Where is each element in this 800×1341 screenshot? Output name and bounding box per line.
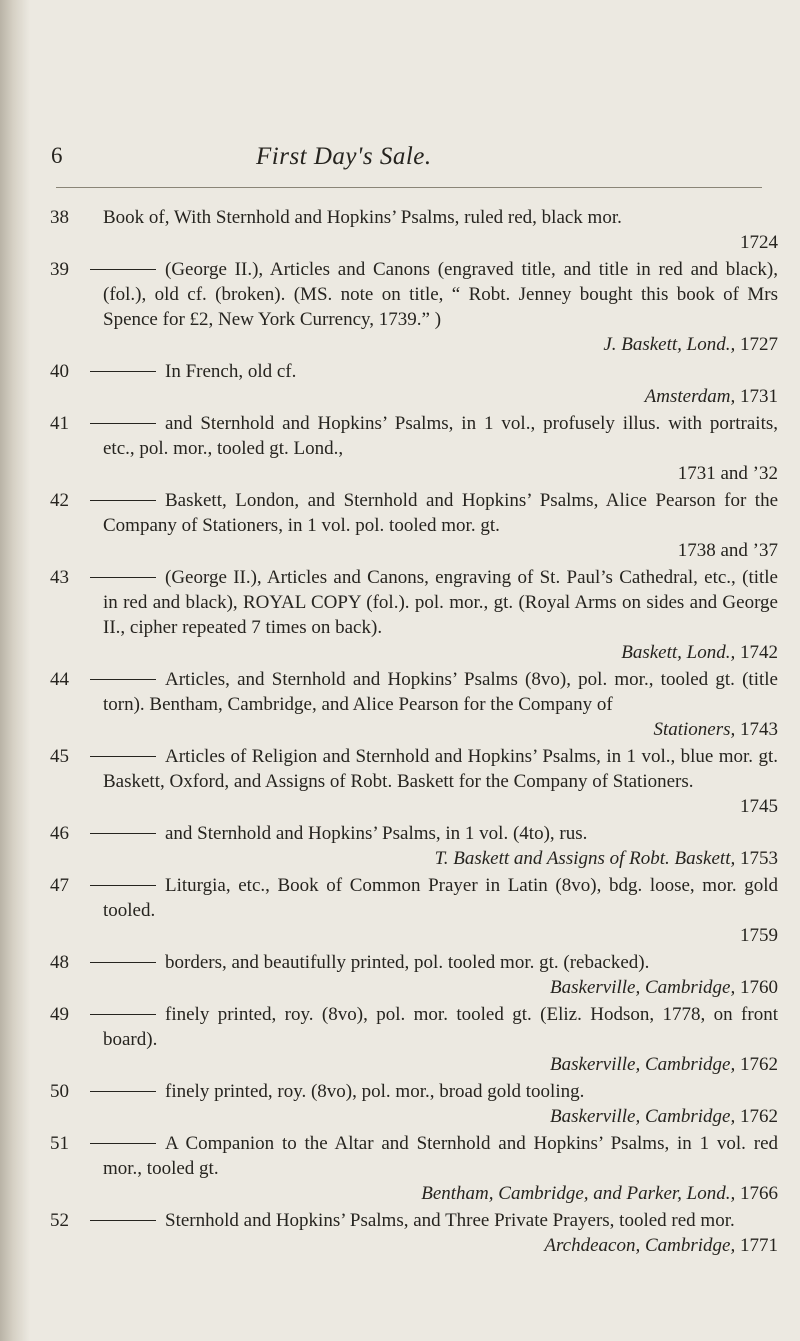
ditto-dash <box>90 885 156 886</box>
lot-imprint <box>103 1181 778 1206</box>
ditto-dash <box>90 1220 156 1221</box>
lot-text: In French, old cf. <box>165 361 297 382</box>
lot-description <box>103 821 778 871</box>
lot-description <box>103 257 778 357</box>
lot-text: borders, and beautifully printed, pol. tooled mor. gt. (rebacked). <box>165 952 650 973</box>
lot-description <box>103 1208 778 1258</box>
lot-number: 49 <box>50 1004 69 1025</box>
page-number: 6 <box>51 143 63 168</box>
lot-imprint <box>103 332 778 357</box>
ditto-dash <box>90 1014 156 1015</box>
lot-number: 48 <box>50 952 69 973</box>
lot-number: 38 <box>50 207 69 228</box>
lot-description <box>103 1131 778 1206</box>
lot-text: and Sternhold and Hopkins’ Psalms, in 1 vol. (4to), rus. <box>165 823 588 844</box>
lot-number: 42 <box>50 490 69 511</box>
lot-description <box>103 488 778 563</box>
lot-number: 47 <box>50 875 69 896</box>
lot-text: finely printed, roy. (8vo), pol. mor., broad gold tooling. <box>165 1081 585 1102</box>
lot-text: Book of, With Sternhold and Hopkins’ Psalms, ruled red, black mor. <box>103 207 622 228</box>
catalogue-entry <box>0 359 800 409</box>
lot-description <box>103 1002 778 1077</box>
lot-number: 43 <box>50 567 69 588</box>
header-rule <box>56 187 762 188</box>
lot-imprint <box>103 923 778 948</box>
imprint-date: 1724 <box>740 232 778 253</box>
lot-imprint <box>103 975 778 1000</box>
lot-imprint <box>103 717 778 742</box>
lot-imprint <box>103 1104 778 1129</box>
imprint-date: 1742 <box>735 642 778 663</box>
lot-description <box>103 1079 778 1129</box>
lot-imprint <box>103 846 778 871</box>
imprint-date: 1743 <box>735 719 778 740</box>
lot-description <box>103 873 778 948</box>
imprint-date: 1753 <box>735 848 778 869</box>
lot-description <box>103 359 778 409</box>
lot-imprint <box>103 640 778 665</box>
imprint-place: Amsterdam, <box>644 386 736 407</box>
page-header <box>0 143 800 183</box>
lot-description <box>103 667 778 742</box>
catalogue-entry <box>0 821 800 871</box>
catalogue-entry <box>0 744 800 819</box>
imprint-date: 1766 <box>735 1183 778 1204</box>
catalogue-entry <box>0 205 800 255</box>
catalogue-entry <box>0 1079 800 1129</box>
lot-number: 39 <box>50 259 69 280</box>
lot-number: 45 <box>50 746 69 767</box>
ditto-dash <box>90 1091 156 1092</box>
imprint-date: 1762 <box>735 1054 778 1075</box>
imprint-date: 1731 <box>735 386 778 407</box>
lot-number: 40 <box>50 361 69 382</box>
lot-text: Sternhold and Hopkins’ Psalms, and Three Private Prayers, tooled red mor. <box>165 1210 735 1231</box>
imprint-date: 1762 <box>735 1106 778 1127</box>
lot-imprint <box>103 538 778 563</box>
catalogue-entry <box>0 873 800 948</box>
lot-imprint <box>103 1233 778 1258</box>
imprint-date: 1727 <box>735 334 778 355</box>
lot-imprint <box>103 384 778 409</box>
ditto-dash <box>90 833 156 834</box>
lot-description <box>103 205 778 255</box>
lot-description <box>103 950 778 1000</box>
ditto-dash <box>90 679 156 680</box>
imprint-date: 1760 <box>735 977 778 998</box>
lot-description <box>103 744 778 819</box>
lot-description <box>103 565 778 665</box>
imprint-date: 1759 <box>740 925 778 946</box>
ditto-dash <box>90 1143 156 1144</box>
lot-text: and Sternhold and Hopkins’ Psalms, in 1 vol., profusely illus. with portraits, etc., pol. mor., tooled gt. Lond., <box>103 413 778 459</box>
lot-text: Articles of Religion and Sternhold and Hopkins’ Psalms, in 1 vol., blue mor. gt. Baskett, Oxford, and Assigns of Robt. Baskett for the Company of Stationers. <box>103 746 778 792</box>
lot-text: Baskett, London, and Sternhold and Hopkins’ Psalms, Alice Pearson for the Company of Stationers, in 1 vol. pol. tooled mor. gt. <box>103 490 778 536</box>
ditto-dash <box>90 962 156 963</box>
imprint-place: Archdeacon, Cambridge, <box>544 1235 736 1256</box>
imprint-place: Bentham, Cambridge, and Parker, Lond., <box>421 1183 736 1204</box>
lot-description <box>103 411 778 486</box>
catalogue-entry <box>0 565 800 665</box>
lot-text: A Companion to the Altar and Sternhold and Hopkins’ Psalms, in 1 vol. red mor., tooled gt. <box>103 1133 778 1179</box>
catalogue-entry <box>0 1208 800 1258</box>
imprint-place: J. Baskett, Lond., <box>603 334 736 355</box>
imprint-place: T. Baskett and Assigns of Robt. Baskett, <box>434 848 736 869</box>
ditto-dash <box>90 756 156 757</box>
imprint-date: 1731 and ’32 <box>677 463 778 484</box>
lot-imprint <box>103 230 778 255</box>
lot-text: finely printed, roy. (8vo), pol. mor. tooled gt. (Eliz. Hodson, 1778, on front board). <box>103 1004 778 1050</box>
lot-text: Articles, and Sternhold and Hopkins’ Psalms (8vo), pol. mor., tooled gt. (title torn). Bentham, Cambridge, and Alice Pearson for the Company of <box>103 669 778 715</box>
ditto-dash <box>90 500 156 501</box>
imprint-place: Baskerville, Cambridge, <box>550 977 736 998</box>
imprint-date: 1745 <box>740 796 778 817</box>
lot-number: 50 <box>50 1081 69 1102</box>
lot-imprint <box>103 461 778 486</box>
lot-imprint <box>103 794 778 819</box>
ditto-dash <box>90 423 156 424</box>
catalogue-entry <box>0 411 800 486</box>
lot-imprint <box>103 1052 778 1077</box>
imprint-place: Stationers, <box>653 719 736 740</box>
lot-number: 51 <box>50 1133 69 1154</box>
lot-text: Liturgia, etc., Book of Common Prayer in Latin (8vo), bdg. loose, mor. gold tooled. <box>103 875 778 921</box>
lot-text: (George II.), Articles and Canons (engraved title, and title in red and black), (fol.), old cf. (broken). (MS. note on title, “ Robt. Jenney bought this book of Mrs Spence for £2, New York Currency, 1739.” ) <box>103 259 778 330</box>
imprint-date: 1771 <box>735 1235 778 1256</box>
running-head: First Day's Sale. <box>256 143 432 170</box>
imprint-place: Baskett, Lond., <box>621 642 736 663</box>
ditto-dash <box>90 577 156 578</box>
lot-number: 46 <box>50 823 69 844</box>
imprint-place: Baskerville, Cambridge, <box>550 1054 736 1075</box>
lot-text: (George II.), Articles and Canons, engraving of St. Paul’s Cathedral, etc., (title in red and black), ROYAL COPY (fol.). pol. mor., gt. (Royal Arms on sides and George II., cipher repeated 7 times on back). <box>103 567 778 638</box>
catalogue-entry <box>0 257 800 357</box>
catalogue-entry <box>0 667 800 742</box>
catalogue-entry <box>0 1002 800 1077</box>
ditto-dash <box>90 269 156 270</box>
imprint-date: 1738 and ’37 <box>677 540 778 561</box>
catalogue-entry <box>0 950 800 1000</box>
lot-number: 52 <box>50 1210 69 1231</box>
ditto-dash <box>90 371 156 372</box>
catalogue-entries <box>0 205 800 1260</box>
catalogue-entry <box>0 1131 800 1206</box>
lot-number: 44 <box>50 669 69 690</box>
imprint-place: Baskerville, Cambridge, <box>550 1106 736 1127</box>
lot-number: 41 <box>50 413 69 434</box>
catalogue-entry <box>0 488 800 563</box>
